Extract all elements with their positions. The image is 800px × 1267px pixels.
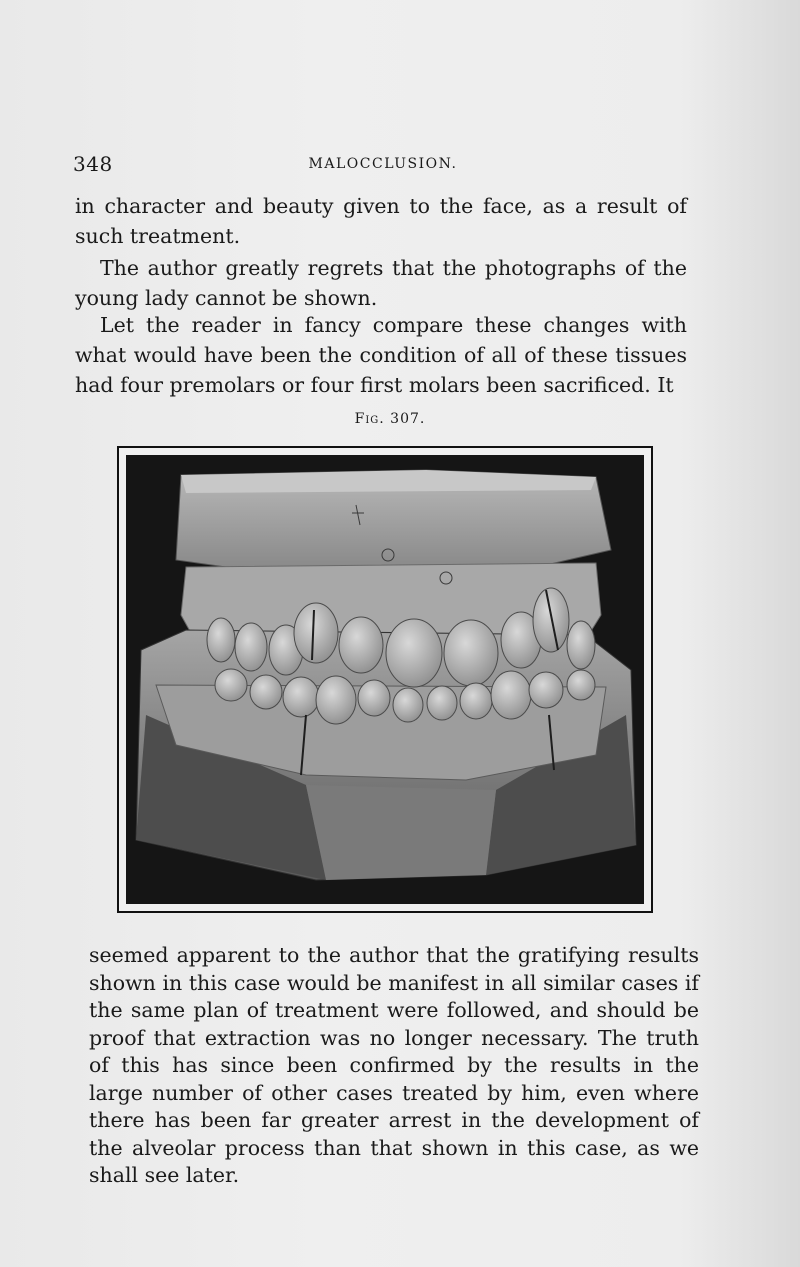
paragraph-continuation: seemed apparent to the author that the gratifying results shown in this case would be manifest in all similar cases if the same plan of treatment were followed, and should be proof that extraction was no longer necessary. The truth of this has since been confirmed by the results in the large number of other cases treated by him, even where there has been far greater arrest in the development of the alveolar process than that shown in this case, as we shall see later. [89,943,699,1187]
figure-label: Fig. 307. [354,411,426,427]
dental-cast-image [126,455,644,904]
figure-dental-cast-photo [117,446,653,913]
dental-cast-illustration [126,455,644,904]
page-number: 348 [73,152,113,176]
page-header [73,150,693,180]
paragraph-3: Let the reader in fancy compare these changes with what would have been the condition of all of these tissues had four premolars or four first molars been sacrificed. It [75,313,687,397]
paragraph-2: The author greatly regrets that the photographs of the young lady cannot be shown. [75,256,687,310]
paragraph-1: in character and beauty given to the face, as a result of such treatment. [75,194,687,248]
running-head: MALOCCLUSION. [308,156,458,172]
